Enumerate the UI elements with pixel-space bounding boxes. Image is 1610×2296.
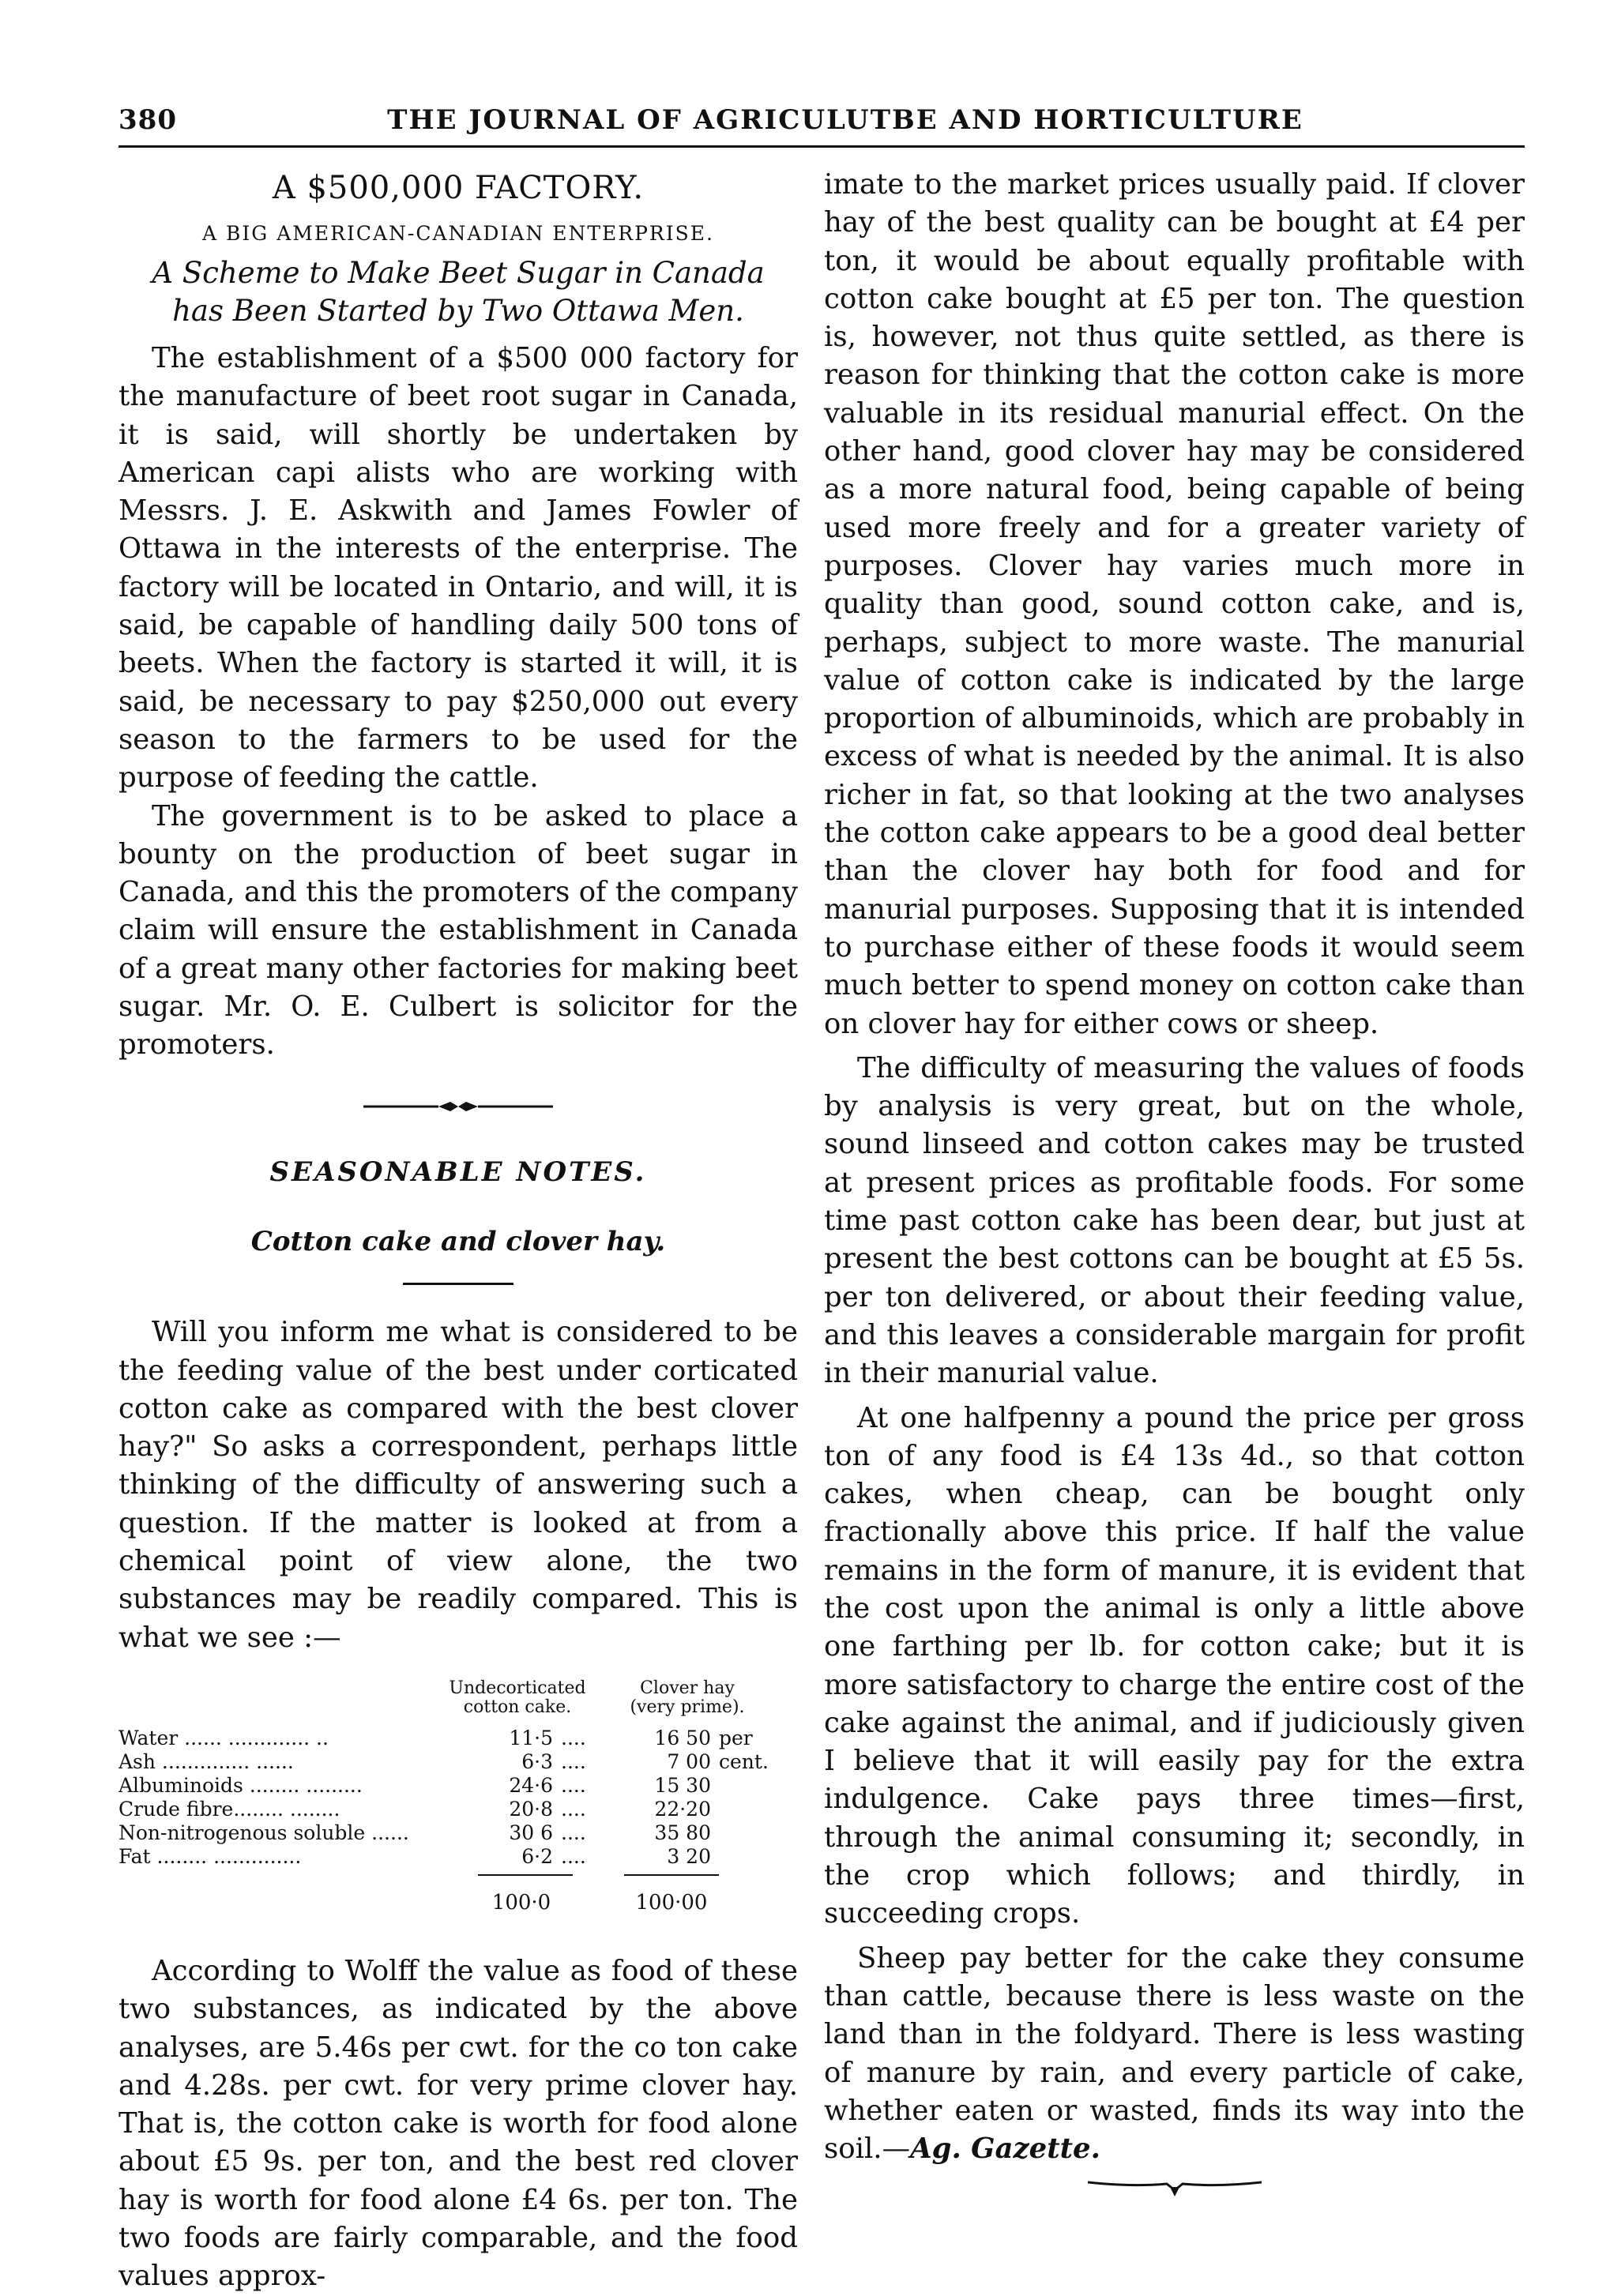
closing-text: Sheep pay better for the cake they consume than cattle, because there is less waste on the land than in the foldyard. There is less wasting of manure by rain, and every particle of cake, whether eaten or wasted, finds its way into the soil.— [824,1941,1525,2166]
clover-value: 15 30 [654,1773,711,1797]
table-row: Fat ........ .............. 6·2 .... 3 20 [118,1844,711,1868]
article-paragraph: The government is to be asked to place a bounty on the production of beet sugar in Canada, and this the promoters of the company claim will ensure the establishment in Canada of a great many other factories for making beet sugar. Mr. O. E. Culbert is solicitor for the promoters. [118,799,798,1062]
clover-value: 22·20 [654,1797,711,1821]
cotton-value: 30 6 [509,1821,553,1844]
cotton-value: 6·3 [521,1749,553,1773]
cotton-value: 24·6 [509,1773,553,1797]
article-deck: A Scheme to Make Beet Sugar in Canada has Been Started by Two Ottawa Men. [152,256,765,328]
article-paragraph [824,1940,1525,2169]
row-label: Crude fibre........ ........ [118,1797,340,1821]
cotton-value: 6·2 [521,1844,553,1868]
running-head: THE JOURNAL OF AGRICULUTBE AND HORTICULTURE [387,104,1303,136]
clover-value: 35 80 [654,1821,711,1844]
table-row: Crude fibre........ ........ 20·8 .... 22·20 [118,1797,711,1821]
article-paragraph: imate to the market prices usually paid. If clover hay of the best quality can be bought at £4 per ton, it would be about equally profitable with cotton cake bought at £5 per ton. The question is, however, not thus quite settled, as there is reason for thinking that the cotton cake is more valuable in its residual manurial effect. On the other hand, good clover hay may be considered as a more natural food, being capable of being used more freely and for a greater variety of purposes. Clover hay varies much more in quality than good, sound cotton cake, and is, perhaps, subject to more waste. The manurial value of cotton cake is indicated by the large proportion of albuminoids, which are probably in excess of what is needed by the animal. It is also richer in fat, so that looking at the two analyses the cotton cake appears to be a good deal better than the clover hay both for food and for manurial purposes. Supposing that it is intended to purchase either of these foods it would seem much better to spend money on cotton cake than on clover hay for either cows or sheep. [824,168,1525,1040]
total-rule [624,1874,719,1876]
row-label: Non-nitrogenous soluble ...... [118,1821,409,1844]
source-credit: Ag. Gazette. [910,2133,1100,2166]
header-rule [118,145,1525,148]
total-rule [478,1874,573,1876]
subtitle-rule [403,1283,513,1285]
page-number: 380 [118,104,177,136]
table-row: Water ...... ............. .. 11·5 .... 16 50 per cent. [118,1727,798,1750]
table-header-cotton: Undecorticated cotton cake. [449,1678,586,1717]
article-paragraph: Will you inform me what is considered to be the feeding value of the best under corticated cotton cake as compared with the best clover hay?" So asks a correspondent, perhaps little thinking of the difficulty of answering such a question. If the matter is looked at from a chemical point of view alone, the two substances may be readily compared. This is what we see :— [118,1316,798,1654]
clover-value: 16 50 [654,1726,711,1749]
article-title: A $500,000 FACTORY. [272,170,645,206]
clover-value: 3 20 [667,1844,711,1868]
row-label: Fat ........ .............. [118,1844,302,1868]
clover-value: 7 00 [667,1749,711,1773]
article-paragraph: At one halfpenny a pound the price per gross ton of any food is £4 13s 4d., so that cotton cakes, when cheap, can be bought only fractionally above this price. If half the value remains in the form of manure, it is evident that the cost upon the animal is only a little above one farthing per lb. for cotton cake; but it is more satisfactory to charge the entire cost of the cake against the animal, and if judiciously given I believe that it will easily pay for the extra indulgence. Cake pays three times—first, through the animal consuming it; secondly, in the crop which follows; and thirdly, in succeeding crops. [824,1401,1525,1930]
cotton-value: 20·8 [509,1797,553,1821]
end-ornament [1088,2176,1262,2200]
article-paragraph: The difficulty of measuring the values of foods by analysis is very great, but on the whole, sound linseed and cotton cakes may be trusted at present prices as profitable foods. For some time past cotton cake has been dear, but just at present the best cottons can be bought at £5 5s. per ton delivered, or about their feeding value, and this leaves a considerable margain for profit in their manurial value. [824,1051,1525,1390]
article-kicker: A BIG AMERICAN-CANADIAN ENTERPRISE. [202,222,714,245]
article-paragraph: The establishment of a $500 000 factory for the manufacture of beet root sugar in Canada, it is said, will shortly be undertaken by American capi alists who are working with Messrs. J. E. Askwith and James Fowler of Ottawa in the interests of the enterprise. The factory will be located in Ontario, and will, it is said, be capable of handling daily 500 tons of beets. When the factory is started it will, it is said, be necessary to pay $250,000 out every season to the farmers to be used for the purpose of feeding the cattle. [118,342,798,795]
section-divider-ornament [363,1099,553,1114]
table-row: Non-nitrogenous soluble ...... 30 6 .... 35 80 [118,1821,711,1844]
table-row: Ash .............. ...... 6·3 .... 7 00 [118,1749,711,1773]
page-header [118,96,1525,144]
section-title: SEASONABLE NOTES. [269,1156,647,1188]
left-column [118,166,798,2296]
right-column [824,166,1525,2200]
article-paragraph: According to Wolff the value as food of these two substances, as indicated by the above analyses, are 5.46s per cwt. for the co ton cake and 4.28s. per cwt. for very prime clover hay. That is, the cotton cake is worth for food alone about £5 9s. per ton, and the best red clover hay is worth for food alone £4 6s. per ton. The two foods are fairly comparable, and the food values approx- [118,1954,798,2293]
row-label: Ash .............. ...... [118,1749,294,1773]
section-subtitle: Cotton cake and clover hay. [250,1225,666,1257]
row-label: Albuminoids ........ ......... [118,1773,363,1797]
cotton-total: 100·0 [491,1890,551,1915]
unit-label: per cent. [719,1726,769,1773]
clover-total: 100·00 [635,1890,708,1915]
table-row: Albuminoids ........ ......... 24·6 .... 15 30 [118,1773,711,1797]
table-header-clover: Clover hay (very prime). [630,1678,745,1717]
table-total-row [118,1891,798,1918]
row-label: Water ...... ............. .. [118,1726,329,1749]
analysis-table [118,1679,798,1932]
cotton-value: 11·5 [509,1726,553,1749]
